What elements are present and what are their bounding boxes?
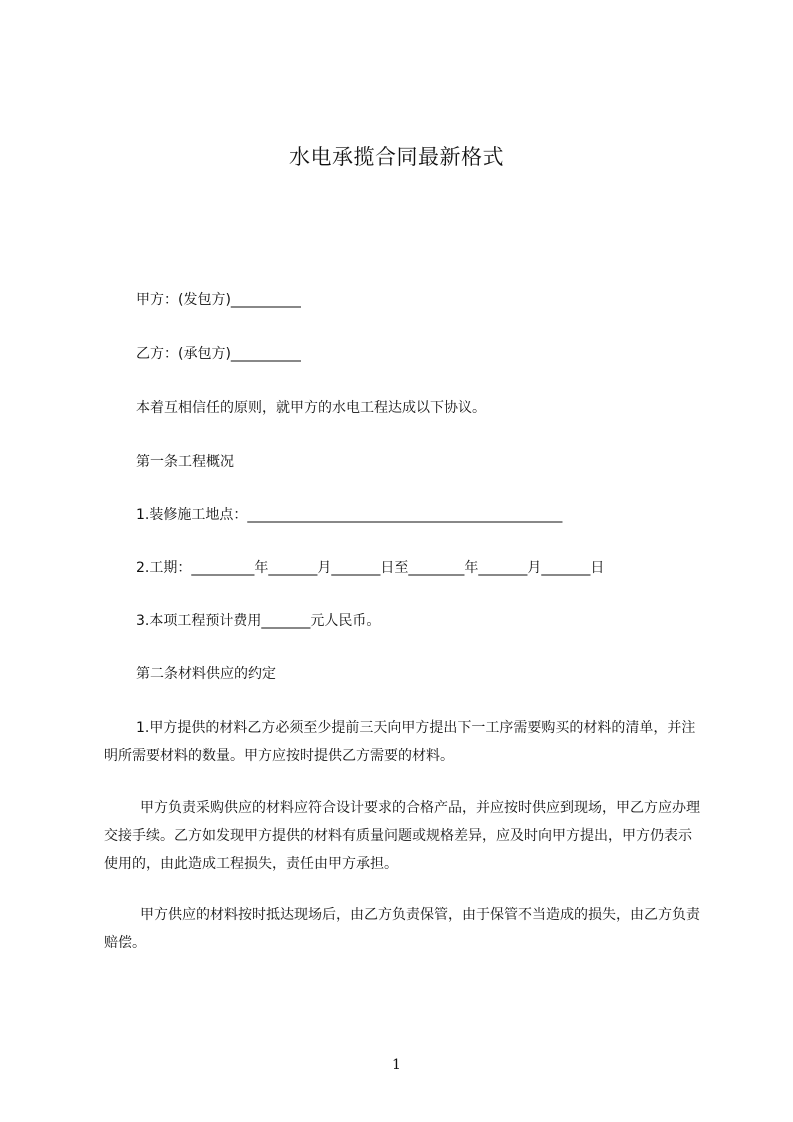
- article-1-heading: 第一条工程概况: [136, 454, 234, 470]
- item-3-cost: 3.本项工程预计费用_______元人民币。: [136, 613, 381, 629]
- article-2-paragraph-1: 1.甲方提供的材料乙方必须至少提前三天向甲方提出下一工序需要购买的材料的清单，并注明所需要材料的数量。甲方应按时提供乙方需要的材料。: [104, 720, 696, 764]
- preamble-text: 本着互相信任的原则，就甲方的水电工程达成以下协议。: [136, 400, 486, 416]
- item-2-duration: 2.工期：_________年_______月_______日至________年_______月_______日: [136, 560, 605, 576]
- article-2-paragraph-3: 甲方供应的材料按时抵达现场后，由乙方负责保管，由于保管不当造成的损失，由乙方负责赔偿。: [104, 907, 700, 951]
- party-a-line: 甲方：(发包方)__________: [136, 292, 301, 308]
- article-2-paragraph-2: 甲方负责采购供应的材料应符合设计要求的合格产品，并应按时供应到现场，甲乙方应办理交接手续。乙方如发现甲方提供的材料有质量问题或规格差异，应及时向甲方提出，甲方仍表示使用的，由此造成工程损失，责任由甲方承担。: [104, 800, 700, 872]
- item-1-site-address: 1.装修施工地点：_____________________________________________: [136, 507, 563, 523]
- article-2-heading: 第二条材料供应的约定: [136, 666, 276, 682]
- party-b-line: 乙方：(承包方)__________: [136, 346, 301, 362]
- document-title: 水电承揽合同最新格式: [289, 145, 504, 169]
- page-number: 1: [392, 1057, 401, 1073]
